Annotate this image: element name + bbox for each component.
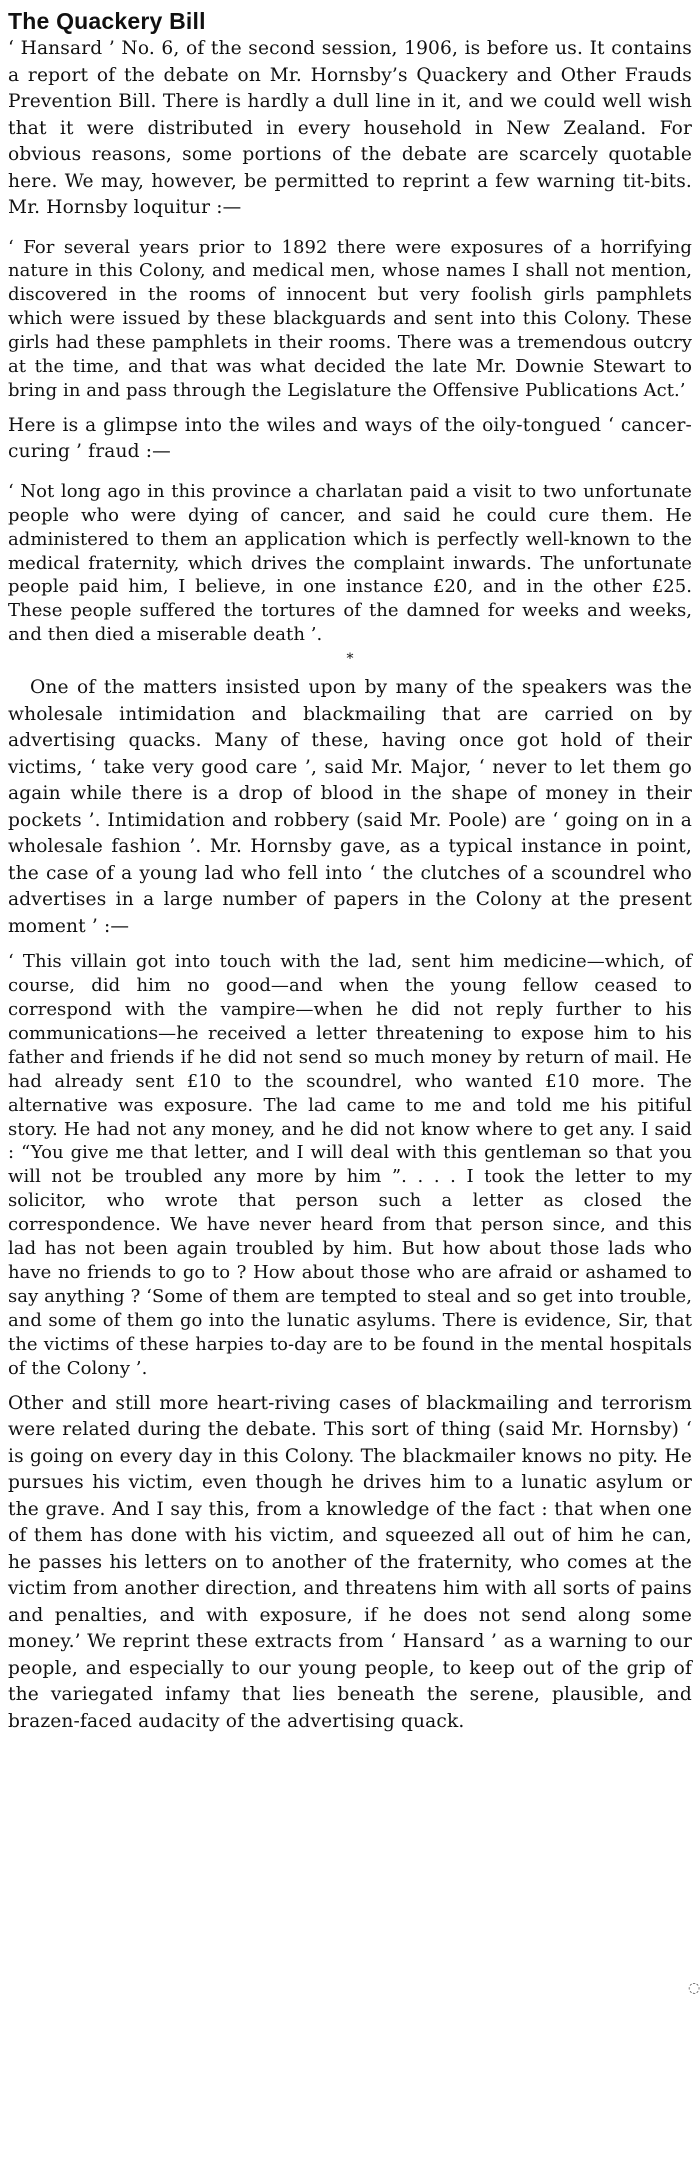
quote-offensive-publications: ‘ For several years prior to 1892 there were exposures of a horrifying nature in this Colony, and medical men, whose names I shall not mention, discovered in the rooms of innocent but very foolish girls pamphlets which were issued by these blackguards and sent into this Colony. These girls had these pamphlets in their rooms. There was a tremendous outcry at the time, and that was what decided the late Mr. Downie Stewart to bring in and pass through the Legislature the Offensive Publications Act.’	[8, 236, 692, 401]
quote-young-lad: ‘ This villain got into touch with the lad, sent him medicine—which, of course, did him no good—and when the young fellow ceased to correspond with the vampire—when he did not reply further to his communications—he received a letter threatening to expose him to his father and friends if he did not send so much money by return of mail. He had already sent £10 to the scoundrel, who wanted £10 more. The alternative was exposure. The lad came to me and told me his pitiful story. He had not any money, and he did not know where to get any. I said : “You give me that letter, and I will deal with this gentleman so that you will not be troubled any more by him ”. . . . I took the letter to my solicitor, who wrote that person such a letter as closed the correspondence. We have never heard from that person since, and this lad has not been again troubled by him. But how about those lads who have no friends to go to ? How about those who are afraid or ashamed to say anything ? ‘Some of them are tempted to steal and so get into trouble, and some of them go into the lunatic asylums. There is evidence, Sir, that the victims of these harpies to-day are to be found in the mental hospitals of the Colony ’.	[8, 951, 692, 1379]
section-break-asterisk: *	[346, 651, 354, 668]
closing-paragraph: Other and still more heart-riving cases of blackmailing and terrorism were related during the debate. This sort of thing (said Mr. Hornsby) ‘ is going on every day in this Colony. The blackmailer knows no pity. He pursues his victim, even though he drives him to a lunatic asylum or the grave. And I say this, from a knowledge of the fact : that when one of them has done with his victim, and squeezed all out of him he can, he passes his letters on to another of the fraternity, who comes at the victim from another direction, and threatens him with all sorts of pains and penalties, and with exposure, if he does not send along some money.’ We reprint these extracts from ‘ Hansard ’ as a warning to our people, and especially to our young people, to keep out of the grip of the variegated infamy that lies beneath the serene, plausible, and brazen-faced audacity of the advertising quack.	[8, 1392, 692, 1732]
intro-paragraph: ‘ Hansard ’ No. 6, of the second session, 1906, is before us. It contains a report of the debate on Mr. Hornsby’s Quackery and Other Frauds Prevention Bill. There is hardly a dull line in it, and we could well wish that it were distributed in every household in New Zealand. For obvious reasons, some portions of the debate are scarcely quotable here. We may, however, be permitted to reprint a few warning tit-bits. Mr. Hornsby loquitur :—	[8, 38, 692, 218]
margin-ink-mark: ◌	[688, 1980, 700, 1996]
blackmail-paragraph: One of the matters insisted upon by many of the speakers was the wholesale intimidation and blackmailing that are carried on by advertising quacks. Many of these, having once got hold of their victims, ‘ take very good care ’, said Mr. Major, ‘ never to let them go again while there is a drop of blood in the shape of money in their pockets ’. Intimidation and robbery (said Mr. Poole) are ‘ going on in a wholesale fashion ’. Mr. Hornsby gave, as a typical instance in point, the case of a young lad who fell into ‘ the clutches of a scoundrel who advertises in a large number of papers in the Colony at the present moment ’ :—	[8, 677, 692, 937]
article-title: The Quackery Bill	[8, 8, 206, 34]
cancer-fraud-lead-in: Here is a glimpse into the wiles and ways of the oily-tongued ‘ cancer- curing ’ fraud :—	[8, 414, 692, 463]
quote-cancer-charlatan: ‘ Not long ago in this province a charlatan paid a visit to two unfortunate people who were dying of cancer, and said he could cure them. He administered to them an application which is perfectly well-known to the medical fraternity, which drives the complaint inwards. The unfortunate people paid him, I believe, in one instance £20, and in the other £25. These people suffered the tortures of the damned for weeks and weeks, and then died a miserable death ’.	[8, 480, 692, 646]
